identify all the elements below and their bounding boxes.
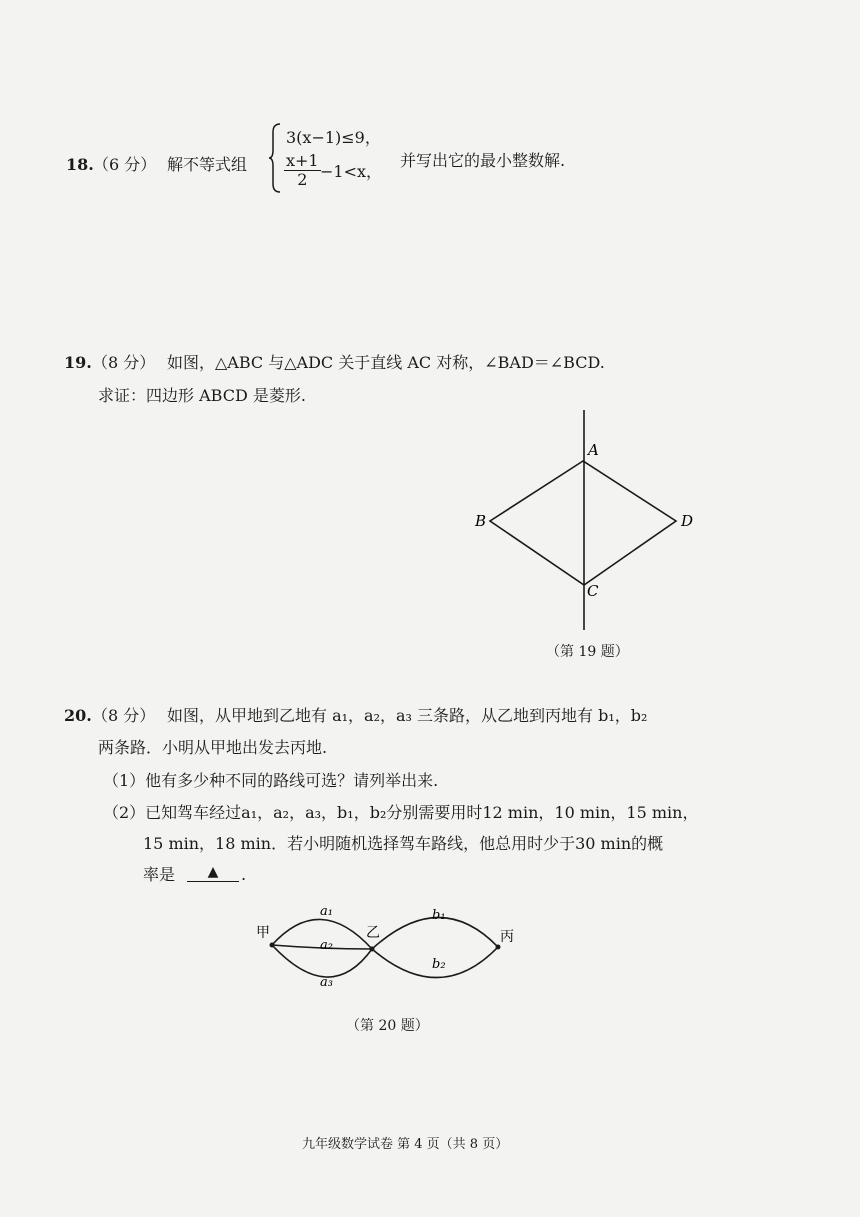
- q20-line-1: 如图，从甲地到乙地有 a₁，a₂，a₃ 三条路，从乙地到丙地有 b₁，b₂: [167, 706, 648, 725]
- answer-blank: ▲: [187, 863, 239, 882]
- label-a3: a₃: [320, 975, 333, 990]
- node-jia: [270, 943, 275, 948]
- q18-brace: [268, 122, 282, 194]
- q18-inequality-1: 3(x−1)≤9，: [286, 128, 381, 147]
- q19-text-2: 求证：四边形 ABCD 是菱形.: [98, 386, 306, 405]
- q18-fraction: [284, 152, 321, 189]
- q20-part-1: （1）他有多少种不同的路线可选？请列举出来.: [103, 771, 439, 790]
- q20-route-figure: [250, 897, 530, 1007]
- label-d: D: [681, 512, 694, 530]
- label-a1: a₁: [320, 904, 333, 919]
- q18-suffix: 并写出它的最小整数解.: [400, 151, 566, 170]
- quadrilateral-abcd: [490, 461, 676, 585]
- q18-number: 18.: [66, 155, 94, 174]
- q18-prompt: 解不等式组: [167, 155, 248, 174]
- label-jia: 甲: [256, 925, 270, 941]
- node-yi: [370, 947, 375, 952]
- label-bing: 丙: [500, 929, 514, 945]
- q19-number: 19.: [64, 353, 92, 372]
- q20-line-2: 两条路．小明从甲地出发去丙地.: [98, 738, 328, 757]
- label-b: B: [475, 512, 487, 530]
- q19-text: 如图，△ABC 与△ADC 关于直线 AC 对称，∠BAD＝∠BCD.: [167, 353, 605, 372]
- q19-caption: （第 19 题）: [546, 644, 629, 660]
- q20-part-2-b: 15 min，18 min．若小明随机选择驾车路线，他总用时少于30 min的概: [143, 834, 664, 853]
- label-c: C: [587, 582, 599, 600]
- q20-number: 20.: [64, 706, 92, 725]
- q19-points: （8 分）: [92, 353, 156, 372]
- q18-points: （6 分）: [93, 155, 157, 174]
- q20-caption: （第 20 题）: [346, 1018, 429, 1034]
- label-yi: 乙: [366, 925, 380, 941]
- q20-points: （8 分）: [92, 706, 156, 725]
- q20-part-2-a: （2）已知驾车经过a₁，a₂，a₃，b₁，b₂分别需要用时12 min，10 min，15 min，: [103, 803, 699, 822]
- q18-inequality-2-rest: −1<x，: [320, 162, 383, 181]
- label-a: A: [588, 441, 599, 459]
- node-bing: [496, 945, 501, 950]
- q19-figure: [460, 405, 710, 635]
- label-a2: a₂: [320, 938, 333, 953]
- label-b2: b₂: [432, 957, 446, 972]
- q18-fraction-numerator: x+1: [286, 151, 319, 170]
- label-b1: b₁: [432, 908, 446, 923]
- page-footer: 九年级数学试卷 第 4 页（共 8 页）: [302, 1137, 509, 1152]
- q20-part-2-end: .: [241, 865, 247, 884]
- q18-fraction-denominator: 2: [297, 170, 308, 189]
- q20-part-2-c: 率是: [143, 865, 176, 884]
